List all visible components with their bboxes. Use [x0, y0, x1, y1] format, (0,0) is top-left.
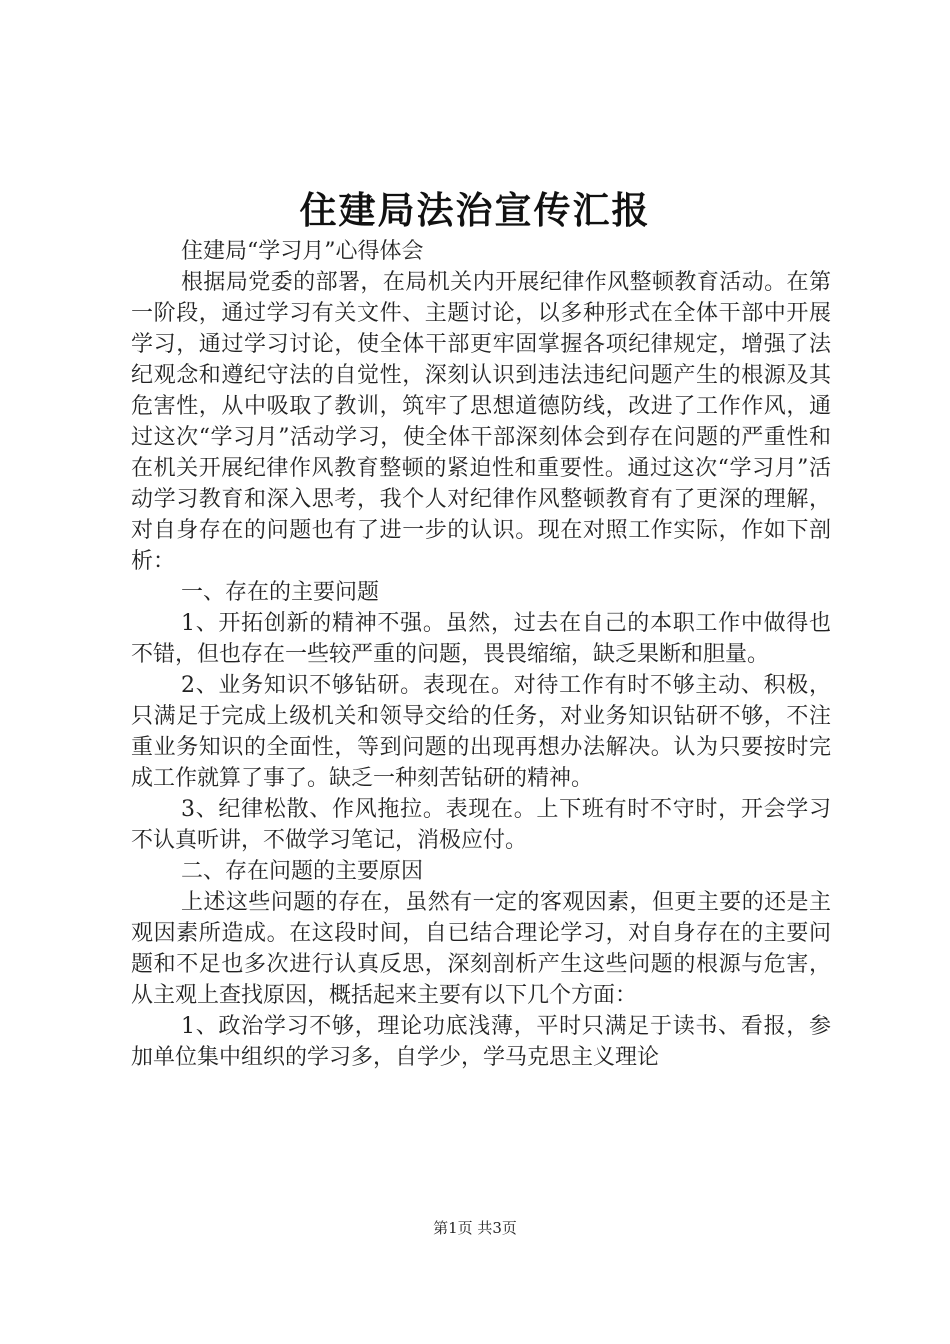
section-heading-problems: 一、存在的主要问题 — [181, 580, 380, 605]
page-footer: 第1页 共3页 — [433, 1219, 517, 1237]
section-heading-causes: 二、存在问题的主要原因 — [181, 859, 424, 884]
paragraph-problem-2: 2、业务知识不够钻研。表现在。对待工作有时不够主动、积极，只满足于完成上级机关和领导交给的任务，对业务知识钻研不够，不注重业务知识的全面性，等到问题的出现再想办法解决。认为只要按时完成工作就算了事了。缺乏一种刻苦钻研的精神。 — [131, 673, 831, 791]
paragraph-problem-3: 3、纪律松散、作风拖拉。表现在。上下班有时不守时，开会学习不认真听讲，不做学习笔记，消极应付。 — [131, 797, 831, 853]
paragraph-cause-1: 1、政治学习不够，理论功底浅薄，平时只满足于读书、看报，参加单位集中组织的学习多，自学少，学马克思主义理论 — [131, 1014, 831, 1070]
paragraph-subtitle: 住建局“学习月”心得体会 — [181, 239, 424, 264]
paragraph-problem-1: 1、开拓创新的精神不强。虽然，过去在自己的本职工作中做得也不错，但也存在一些较严重的问题，畏畏缩缩，缺乏果断和胆量。 — [131, 611, 831, 667]
paragraph-intro: 根据局党委的部署，在局机关内开展纪律作风整顿教育活动。在第一阶段，通过学习有关文件、主题讨论，以多种形式在全体干部中开展学习，通过学习讨论，使全体干部更牢固掌握各项纪律规定，增强了法纪观念和遵纪守法的自觉性，深刻认识到违法违纪问题产生的根源及其危害性，从中吸取了教训，筑牢了思想道德防线，改进了工作作风，通过这次“学习月”活动学习，使全体干部深刻体会到存在问题的严重性和在机关开展纪律作风教育整顿的紧迫性和重要性。通过这次“学习月”活动学习教育和深入思考，我个人对纪律作风整顿教育有了更深的理解，对自身存在的问题也有了进一步的认识。现在对照工作实际，作如下剖析： — [131, 270, 831, 574]
document-title: 住建局法治宣传汇报 — [299, 188, 651, 232]
document-body — [131, 236, 831, 1073]
paragraph-causes-intro: 上述这些问题的存在，虽然有一定的客观因素，但更主要的还是主观因素所造成。在这段时间，自已结合理论学习，对自身存在的主要问题和不足也多次进行认真反思，深刻剖析产生这些问题的根源与危害，从主观上查找原因，概括起来主要有以下几个方面： — [131, 890, 831, 1008]
